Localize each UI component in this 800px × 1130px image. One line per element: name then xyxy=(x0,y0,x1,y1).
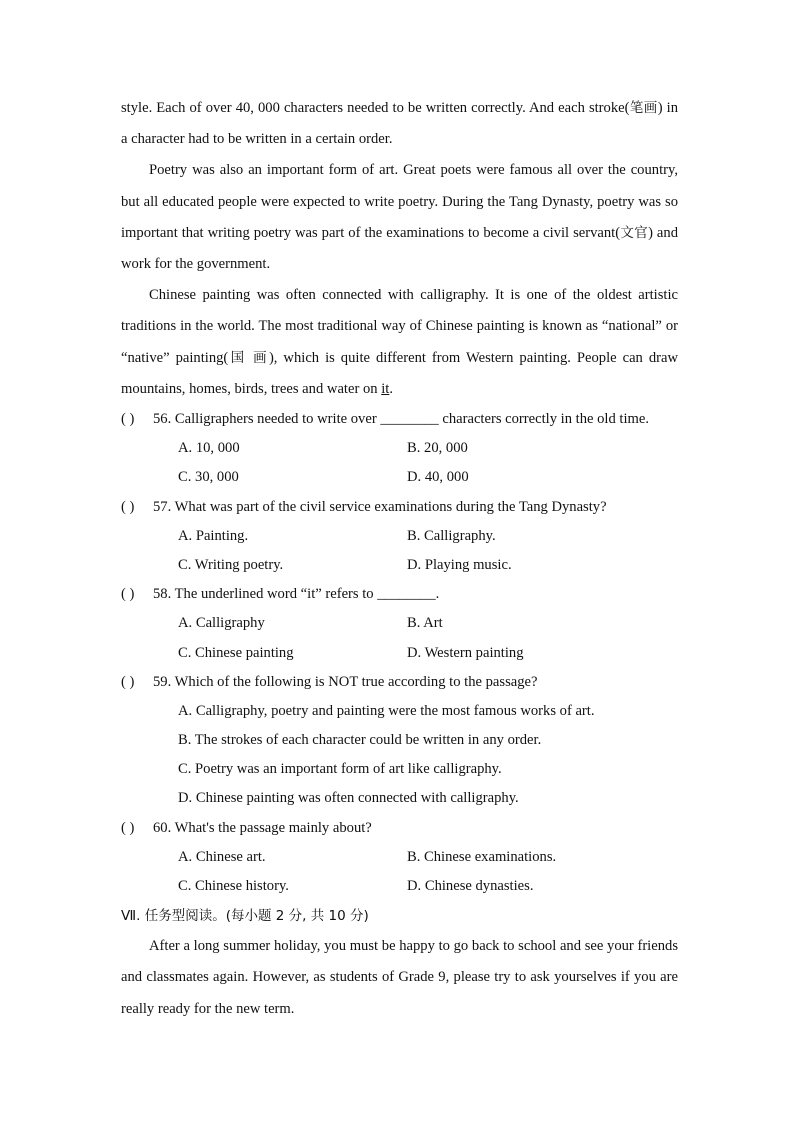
chinese-gloss: 文官 xyxy=(620,224,649,241)
option-row xyxy=(121,609,678,638)
question-58 xyxy=(121,580,678,609)
question-stem: 57. What was part of the civil service examinations during the Tang Dynasty? xyxy=(153,498,607,515)
text-run: . xyxy=(389,380,393,397)
option-row xyxy=(121,843,678,872)
chinese-gloss: 笔画 xyxy=(629,100,658,116)
option-row xyxy=(121,522,678,551)
question-56 xyxy=(121,405,678,434)
option-b: B. Art xyxy=(407,615,443,632)
underlined-word: it xyxy=(381,380,390,397)
answer-blank[interactable]: ( ) xyxy=(121,819,135,836)
option-row xyxy=(121,551,678,580)
option-d: D. Chinese dynasties. xyxy=(407,878,534,895)
text-run: Poetry was also an important form of art. Great poets were famous all over the country, but all educated people were expected to write poetry. During the Tang Dynasty, poetry was so important that writing poetry was part of the examinations to become a civil servant( xyxy=(121,162,678,241)
answer-blank[interactable]: ( ) xyxy=(121,498,135,515)
question-57 xyxy=(121,493,678,522)
text-run: ) in a character had to be written in a certain order. xyxy=(121,100,678,148)
option-b: B. The strokes of each character could be written in any order. xyxy=(178,732,542,749)
option-row xyxy=(121,726,678,755)
option-a: A. Calligraphy, poetry and painting were the most famous works of art. xyxy=(178,702,595,719)
option-row xyxy=(121,434,678,463)
text-run: ) and work for the government. xyxy=(121,224,678,273)
option-c: C. Chinese history. xyxy=(178,878,289,895)
option-c: C. 30, 000 xyxy=(178,469,239,486)
option-row xyxy=(121,639,678,668)
exam-page xyxy=(121,93,678,1025)
passage-paragraph-2 xyxy=(121,155,678,280)
option-a: A. Chinese art. xyxy=(178,848,266,865)
question-59 xyxy=(121,668,678,697)
passage-paragraph-3 xyxy=(121,280,678,405)
chinese-gloss: 国 画 xyxy=(228,349,269,366)
section-heading: Ⅶ. 任务型阅读。(每小题 2 分, 共 10 分) xyxy=(121,908,369,925)
option-c: C. Chinese painting xyxy=(178,644,294,661)
question-stem: 60. What's the passage mainly about? xyxy=(153,819,372,836)
text-run: Chinese painting was often connected with calligraphy. It is one of the oldest artistic traditions in the world. The most traditional way of Chinese painting is known as “national” or “native” painting( xyxy=(121,287,678,366)
option-b: B. 20, 000 xyxy=(407,440,468,457)
answer-blank[interactable]: ( ) xyxy=(121,673,135,690)
option-a: A. 10, 000 xyxy=(178,440,240,457)
question-stem: 59. Which of the following is NOT true according to the passage? xyxy=(153,673,538,690)
option-d: D. Playing music. xyxy=(407,556,512,573)
question-60 xyxy=(121,814,678,843)
question-stem: 58. The underlined word “it” refers to ________. xyxy=(153,586,440,603)
option-d: D. Western painting xyxy=(407,644,524,661)
option-row xyxy=(121,463,678,492)
option-a: A. Calligraphy xyxy=(178,615,265,632)
section-intro-paragraph: After a long summer holiday, you must be happy to go back to school and see your friends and classmates again. However, as students of Grade 9, please try to ask yourselves if you are really ready for the new term. xyxy=(121,938,678,1017)
option-d: D. 40, 000 xyxy=(407,469,469,486)
text-run: style. Each of over 40, 000 characters needed to be written correctly. And each stroke( xyxy=(121,100,630,116)
option-row xyxy=(121,697,678,726)
text-run: ), which is quite different from Western painting. People can draw mountains, homes, birds, trees and water on xyxy=(121,349,679,397)
answer-blank[interactable]: ( ) xyxy=(121,586,135,603)
question-stem: 56. Calligraphers needed to write over ________ characters correctly in the old time. xyxy=(153,411,650,428)
option-row xyxy=(121,872,678,901)
answer-blank[interactable]: ( ) xyxy=(121,411,135,428)
option-c: C. Writing poetry. xyxy=(178,556,284,573)
option-a: A. Painting. xyxy=(178,527,249,544)
option-b: B. Chinese examinations. xyxy=(407,848,557,865)
option-d: D. Chinese painting was often connected with calligraphy. xyxy=(178,790,519,807)
option-c: C. Poetry was an important form of art like calligraphy. xyxy=(178,761,502,778)
passage-paragraph-1 xyxy=(121,93,678,155)
option-row xyxy=(121,784,678,813)
option-b: B. Calligraphy. xyxy=(407,527,496,544)
option-row xyxy=(121,755,678,784)
